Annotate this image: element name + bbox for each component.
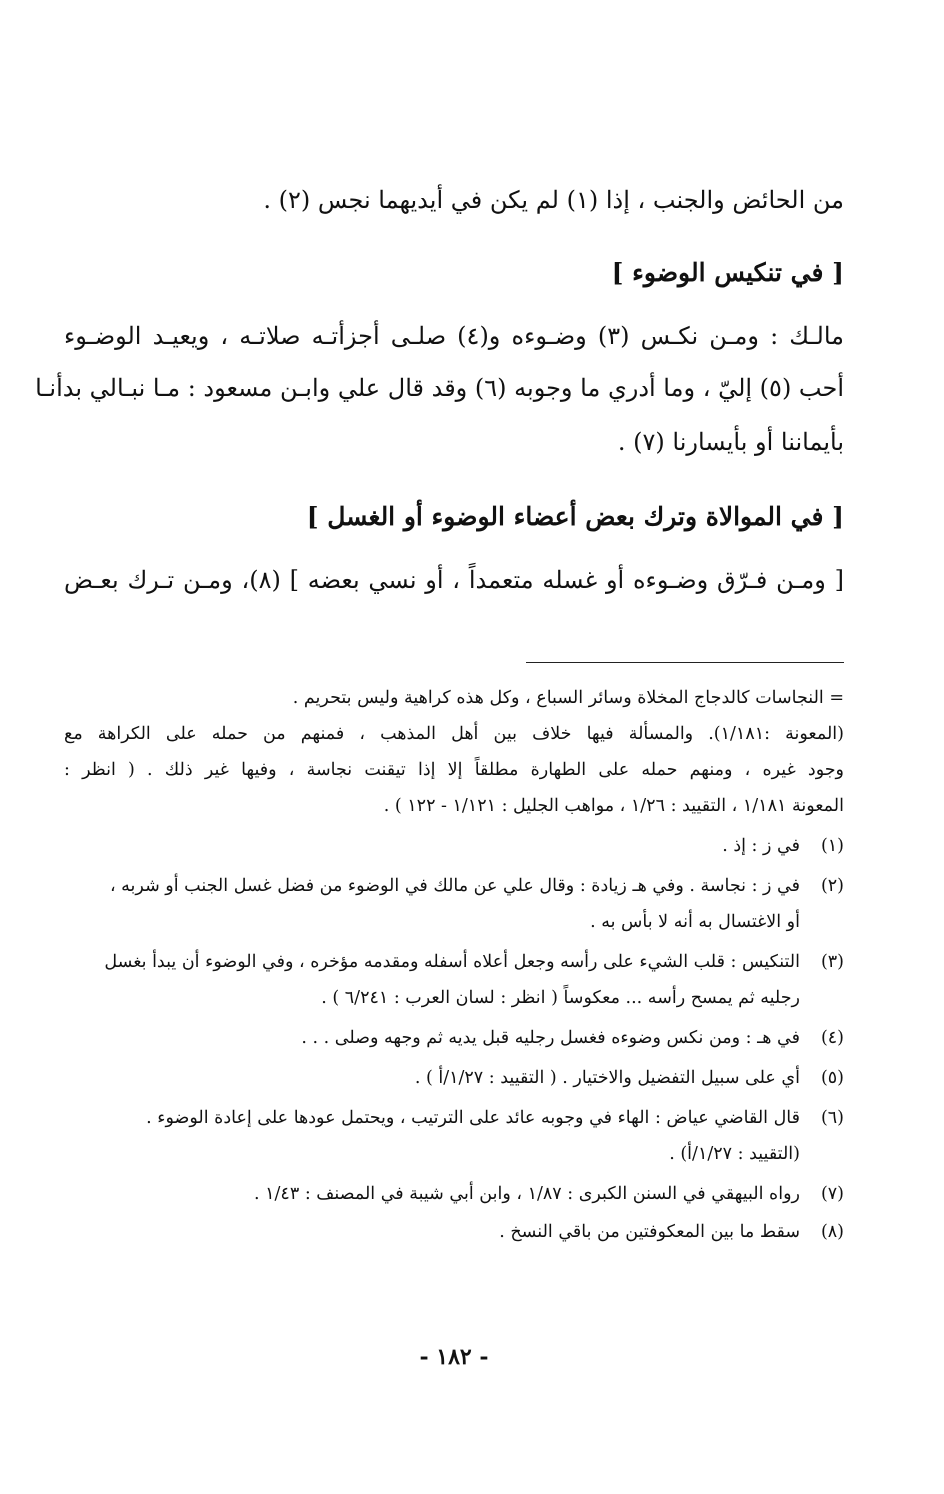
footnote-3 [64, 952, 844, 973]
footnote-2 [64, 876, 844, 897]
page-number: - ١٨٢ - [419, 1344, 489, 1370]
footnote-6 [64, 1108, 844, 1129]
footnote-number: (٣) [820, 952, 844, 972]
footnote-continuation-line: = النجاسات كالدجاج المخلاة وسائر السباع ، وكل هذه كراهية وليس بتحريم . [292, 688, 844, 708]
footnote-5 [64, 1068, 844, 1089]
footnote-1 [64, 836, 844, 857]
footnote-continuation-line: المعونة ١/١٨١ ، التقييد : ١/٢٦ ، مواهب الجليل : ١/١٢١ - ١٢٢ ) . [383, 796, 844, 816]
footnote-continuation-line: وجود غيره ، ومنهم حمله على الطهارة مطلقاً إلا إذا تيقنت نجاسة ، وفيها غير ذلك . ( انظر : [64, 760, 844, 780]
section-heading-muwalat: [ في الموالاة وترك بعض أعضاء الوضوء أو الغسل ] [306, 502, 844, 531]
footnote-8 [64, 1222, 844, 1243]
document-page [35, 0, 845, 1494]
footnote-6-continuation: (التقييد : ١/٢٧/أ) . [669, 1144, 800, 1164]
footnote-text: قال القاضي عياض : الهاء في وجوبه عائد على الترتيب ، ويحتمل عودها على إعادة الوضوء . [146, 1108, 800, 1128]
body-line-1: من الحائض والجنب ، إذا (١) لم يكن في أيديهما نجس (٢) . [263, 186, 844, 214]
footnote-text: أي على سبيل التفضيل والاختيار . ( التقييد : ١/٢٧/أ ) . [414, 1068, 800, 1088]
body-line-2: مالـك : ومـن نكـس (٣) وضـوءه و(٤) صلـى أجزأتـه صلاتـه ، ويعيـد الوضـوء [64, 322, 845, 350]
footnote-text: التنكيس : قلب الشيء على رأسه وجعل أعلاه أسفله ومقدمه مؤخره ، وفي الوضوء أن يبدأ بغسل [104, 952, 800, 972]
footnote-continuation-line: (المعونة :١/١٨١). والمسألة فيها خلاف بين أهل المذهب ، فمنهم من حمله على الكراهة مع [64, 724, 844, 744]
footnote-7 [64, 1184, 844, 1205]
footnote-text: في ز : نجاسة . وفي هـ زيادة : وقال علي عن مالك في الوضوء من فضل غسل الجنب أو شربه ، [109, 876, 800, 896]
footnote-2-continuation: أو الاغتسال به أنه لا بأس به . [590, 912, 800, 932]
footnote-separator [526, 662, 844, 663]
footnote-number: (٧) [820, 1184, 844, 1204]
footnote-text: سقط ما بين المعكوفتين من باقي النسخ . [499, 1222, 800, 1242]
footnote-number: (٢) [820, 876, 844, 896]
footnote-number: (١) [820, 836, 844, 856]
body-line-4: بأيماننا أو بأيسارنا (٧) . [617, 428, 844, 456]
footnote-number: (٥) [820, 1068, 844, 1088]
footnote-number: (٦) [820, 1108, 844, 1128]
footnote-3-continuation: رجليه ثم يمسح رأسه ... معكوساً ( انظر : لسان العرب : ٦/٢٤١ ) . [321, 988, 800, 1008]
footnote-text: في هـ : ومن نكس وضوءه فغسل رجليه قبل يديه ثم وجهه وصلى . . . [301, 1028, 800, 1048]
footnote-number: (٤) [820, 1028, 844, 1048]
body-line-3: أحب (٥) إليّ ، وما أدري ما وجوبه (٦) وقد قال علي وابـن مسعود : مـا نبـالي بدأنـا [35, 374, 844, 402]
footnote-number: (٨) [820, 1222, 844, 1242]
footnote-text: رواه البيهقي في السنن الكبرى : ١/٨٧ ، وابن أبي شيبة في المصنف : ١/٤٣ . [254, 1184, 800, 1204]
footnote-4 [64, 1028, 844, 1049]
section-heading-tankis: [ في تنكيس الوضوء ] [611, 258, 844, 287]
footnote-text: في ز : إذ . [722, 836, 800, 856]
body-line-5: [ ومـن فـرّق وضـوءه أو غسله متعمداً ، أو نسي بعضه ] (٨)، ومـن تـرك بعـض [64, 566, 844, 594]
